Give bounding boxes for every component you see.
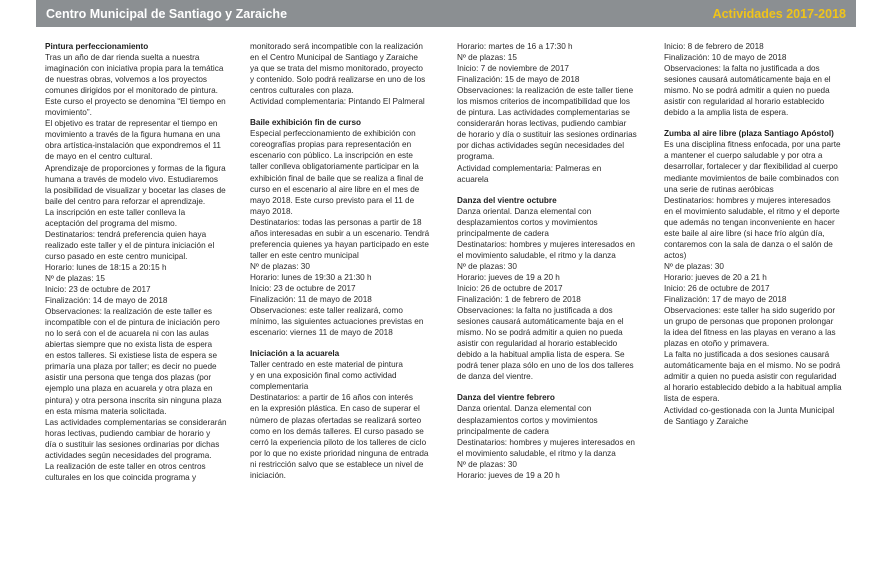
text-line: obra artística-instalación que expondremos el 11 — [45, 141, 221, 151]
text-line: escenario: viernes 11 de mayo de 2018 — [250, 328, 393, 338]
text-line: por dichas actividades según necesidades del — [457, 141, 625, 151]
text-line: Tras un año de dar rienda suelta a nuestra — [45, 53, 200, 63]
text-line: los mismos criterios de incompatibilidad que los — [457, 97, 630, 107]
text-line: de danza del vientre. — [457, 372, 534, 382]
text-line: debido a la habitual amplia lista de espera. Se — [457, 350, 625, 360]
text-line: Destinatarios: hombres y mujeres interesados en — [457, 239, 635, 249]
text-line: Nº de plazas: 30 — [457, 459, 517, 469]
text-line: curso en el escenario al aire libre en el mes de — [250, 184, 420, 194]
text-line: imaginación con iniciativa propia para la temática — [45, 64, 224, 74]
text-line: Especial perfeccionamiento de exhibición con — [250, 129, 416, 139]
text-line: Horario: jueves de 19 a 20 h — [457, 470, 560, 480]
text-line: principalmente de cadera — [457, 426, 549, 436]
text-line: Actividad co-gestionada con la Junta Municipal — [664, 405, 835, 415]
text-line: movimiento”. — [45, 108, 92, 118]
text-line: admitir a quien no pueda asistir con regularidad — [664, 372, 837, 382]
section-continuation — [664, 41, 860, 118]
section-body — [250, 359, 450, 481]
text-line: Destinatarios: tendrá preferencia quien haya — [45, 229, 207, 239]
text-line: Danza oriental. Danza elemental con — [457, 404, 592, 414]
text-line: El objetivo es tratar de representar el tiempo en — [45, 119, 218, 129]
text-line: curso pasado en este centro municipal. — [45, 251, 188, 261]
text-line: Danza oriental. Danza elemental con — [457, 206, 592, 216]
text-line: contaremos con la sala de danza o el salón de — [664, 239, 833, 249]
text-line: a mantener el cuerpo saludable y por otra a — [664, 151, 823, 161]
text-line: asistir con regularidad al horario establecido — [457, 339, 618, 349]
text-line: Observaciones: este taller ha sido sugerido por — [664, 306, 836, 316]
text-line: Aprendizaje de proporciones y formas de la figura — [45, 163, 226, 173]
text-line: Actividad complementaria: Pintando El Palmeral — [250, 97, 425, 107]
section-title: Baile exhibición fin de curso — [250, 118, 362, 128]
text-line: sesiones causará automáticamente baja en el — [664, 75, 831, 85]
text-line: día o sustituir las sesiones ordinarias por dichas — [45, 439, 220, 449]
section-iniciacion-acuarela — [250, 348, 450, 481]
section-danza-vientre-octubre — [457, 195, 657, 383]
text-line: Inicio: 8 de febrero de 2018 — [664, 42, 764, 51]
text-line: Observaciones: este taller realizará, como — [250, 306, 403, 316]
text-line: de horario y día o sustituir las sesiones ordinarias — [457, 130, 637, 140]
text-line: Horario: lunes de 19:30 a 21:30 h — [250, 272, 372, 282]
text-line: asistir con regularidad al horario establecido — [664, 97, 825, 107]
text-line: Horario: martes de 16 a 17:30 h — [457, 42, 573, 51]
text-line: Inicio: 26 de octubre de 2017 — [457, 283, 563, 293]
text-line: Destinatarios: hombres y mujeres interesados en — [457, 437, 635, 447]
text-line: mismo. No se podrá admitir a quien no pueda — [664, 86, 830, 96]
text-line: realizado este taller y el de pintura iniciación el — [45, 240, 215, 250]
text-line: número de plazas ofertadas se realizará sorteo — [250, 415, 422, 425]
text-line: incompatible con el de pintura de iniciación pero — [45, 318, 220, 328]
section-title: Danza del vientre febrero — [457, 393, 555, 403]
content-columns — [45, 41, 855, 562]
text-line: al horario establecido debido a la habitual amplia — [664, 383, 842, 393]
text-line: Nº de plazas: 15 — [457, 53, 517, 63]
text-line: acuarela — [457, 174, 489, 184]
text-line: escenario con público. La inscripción en este — [250, 151, 413, 161]
text-line: culturales en los que coincida programa y — [45, 472, 197, 482]
header-center-name: Centro Municipal de Santiago y Zaraiche — [46, 6, 288, 21]
text-line: horas lectivas, pudiendo cambiar de horario y — [45, 428, 211, 438]
section-body — [664, 41, 860, 118]
text-line: humana a través de modelo vivo. Estudiaremos — [45, 174, 218, 184]
text-line: Inicio: 23 de octubre de 2017 — [45, 285, 151, 295]
section-pintura-perfeccionamiento — [45, 41, 245, 483]
text-line: que además no tengan inconveniente en hacer — [664, 217, 835, 227]
text-line: Horario: jueves de 20 a 21 h — [664, 272, 767, 282]
text-line: considerarán horas lectivas, pudiendo cambiar — [457, 119, 627, 129]
text-line: Observaciones: la falta no justificada a dos — [457, 306, 613, 316]
text-line: Nº de plazas: 30 — [250, 261, 310, 271]
text-line: Finalización: 17 de mayo de 2018 — [664, 295, 787, 305]
text-line: actos) — [664, 250, 687, 260]
text-line: en estos talleres. Si existiese lista de espera se — [45, 351, 218, 361]
section-continuation — [250, 41, 450, 107]
text-line: Destinatarios: todas las personas a partir de 18 — [250, 217, 422, 227]
text-line: mediante movimientos de baile combinados con — [664, 173, 839, 183]
section-body — [250, 128, 450, 338]
text-line: el movimiento saludable, el ritmo y la danza — [457, 250, 616, 260]
text-line: exhibición final de baile que se realiza a final de — [250, 173, 424, 183]
text-line: Destinatarios: a partir de 16 años con interés — [250, 393, 413, 403]
text-line: La falta no justificada a dos sesiones causará — [664, 350, 830, 360]
text-line: Finalización: 14 de mayo de 2018 — [45, 296, 168, 306]
text-line: monitorado será incompatible con la realización — [250, 42, 423, 51]
text-line: abiertas siempre que no exista lista de espera — [45, 340, 213, 350]
text-line: ya que se trata del mismo monitorado, proyecto — [250, 64, 423, 74]
text-line: primaría una plaza por taller; es decir no puede — [45, 362, 217, 372]
text-line: desplazamientos cortos y movimientos — [457, 217, 598, 227]
text-line: asistir una persona que tenga dos plazas (por — [45, 373, 212, 383]
text-line: plazas en otoño y primavera. — [664, 339, 770, 349]
text-line: en la expresión plástica. En caso de superar el — [250, 404, 420, 414]
text-line: Nº de plazas: 15 — [45, 273, 105, 283]
section-danza-vientre-febrero — [457, 392, 657, 480]
text-line: no lo será con el de acuarela ni con las aulas — [45, 329, 209, 339]
text-line: automáticamente baja en el mismo. No se podrá — [664, 361, 841, 371]
text-line: baile del centro para reforzar el aprendizaje. — [45, 196, 206, 206]
text-line: podrá tener plaza sólo en uno de los dos talleres — [457, 361, 634, 371]
text-line: taller en este centro municipal — [250, 250, 359, 260]
text-line: debido a la amplia lista de espera. — [664, 108, 789, 118]
text-line: La inscripción en este taller conlleva la — [45, 207, 186, 217]
text-line: Observaciones: la falta no justificada a dos — [664, 64, 820, 74]
text-line: Finalización: 15 de mayo de 2018 — [457, 75, 580, 85]
text-line: la posibilidad de visualizar y bocetar las clases de — [45, 185, 226, 195]
text-line: desplazamientos cortos y movimientos — [457, 415, 598, 425]
text-line: centros culturales con plaza. — [250, 86, 354, 96]
text-line: Horario: lunes de 18:15 a 20:15 h — [45, 262, 167, 272]
section-title: Zumba al aire libre (plaza Santiago Apóstol) — [664, 129, 834, 139]
text-line: Observaciones: la realización de este taller es — [45, 307, 213, 317]
text-line: de Santiago y Zaraiche — [664, 416, 749, 426]
text-line: de nuestras obras, volvemos a los proyectos — [45, 75, 208, 85]
text-line: en esta misma materia solicitada. — [45, 406, 167, 416]
header-bar — [36, 0, 856, 27]
text-line: años interesadas en subir a un escenario. Tendrá — [250, 228, 430, 238]
header-season: Actividades 2017-2018 — [712, 6, 846, 21]
text-line: programa. — [457, 152, 495, 162]
text-line: Nº de plazas: 30 — [664, 261, 724, 271]
section-title: Danza del vientre octubre — [457, 195, 557, 205]
text-line: mínimo, las siguientes actuaciones previstas en — [250, 317, 424, 327]
text-line: ejemplo una plaza en acuarela y otra plaza en — [45, 384, 213, 394]
section-continuation — [457, 41, 657, 185]
text-line: preferencia quienes ya hayan participado en este — [250, 239, 429, 249]
column-4 — [664, 41, 860, 562]
text-line: este baile al aire libre (si hace frío algún día, — [664, 228, 825, 238]
text-line: una serie de rutinas aeróbicas — [664, 184, 774, 194]
text-line: Este curso el proyecto se denomina “El tiempo en — [45, 97, 226, 107]
text-line: por lo que no existe prioridad ninguna de entrada — [250, 448, 429, 458]
text-line: ni restricción salvo que se establece un nivel de — [250, 459, 424, 469]
text-line: Nº de plazas: 30 — [457, 261, 517, 271]
text-line: en el movimiento saludable, el ritmo y el deporte — [664, 206, 840, 216]
text-line: un grupo de personas que proponen prolongar — [664, 317, 834, 327]
text-line: y contenido. Solo podrá realizarse en uno de los — [250, 75, 426, 85]
text-line: desarrollar, fortalecer y dar flexibilidad al cuerpo — [664, 162, 838, 172]
text-line: Inicio: 7 de noviembre de 2017 — [457, 64, 569, 74]
column-3 — [457, 41, 657, 562]
section-body — [664, 139, 860, 426]
text-line: Inicio: 23 de octubre de 2017 — [250, 283, 356, 293]
text-line: taller conlleva obligatoriamente participar en la — [250, 162, 419, 172]
text-line: de mayo en el centro cultural. — [45, 152, 153, 162]
text-line: aceptación del programa del mismo. — [45, 218, 177, 228]
text-line: de pintura. Las actividades complementarias se — [457, 108, 630, 118]
text-line: iniciación. — [250, 470, 286, 480]
section-baile-exhibicion — [250, 117, 450, 338]
text-line: mayo 2018. — [250, 206, 293, 216]
section-body — [457, 41, 657, 185]
text-line: Las actividades complementarias se considerarán — [45, 417, 227, 427]
section-body — [457, 403, 657, 480]
text-line: como en los demás talleres. El curso pasado se — [250, 426, 424, 436]
text-line: y en una exposición final como actividad — [250, 371, 397, 381]
text-line: Finalización: 10 de mayo de 2018 — [664, 53, 787, 63]
text-line: coreografías propias para representación en — [250, 140, 412, 150]
text-line: mayo 2018. Este curso previsto para el 11 de — [250, 195, 415, 205]
text-line: la idea del fitness en las playas en verano a las — [664, 328, 836, 338]
text-line: en el Centro Municipal de Santiago y Zaraiche — [250, 53, 418, 63]
text-line: lista de espera. — [664, 394, 720, 404]
section-title: Pintura perfeccionamiento — [45, 42, 149, 51]
section-body — [457, 206, 657, 383]
text-line: Es una disciplina fitness enfocada, por una parte — [664, 140, 841, 150]
text-line: Inicio: 26 de octubre de 2017 — [664, 283, 770, 293]
text-line: comunes dirigidos por el monitorado de pintura. — [45, 86, 218, 96]
section-title: Iniciación a la acuarela — [250, 349, 340, 359]
section-body — [45, 52, 245, 483]
text-line: pintura) y otra persona inscrita sin ninguna plaza — [45, 395, 222, 405]
column-2 — [250, 41, 450, 562]
text-line: Observaciones: la realización de este taller tiene — [457, 86, 634, 96]
text-line: La realización de este taller en otros centros — [45, 461, 206, 471]
text-line: el movimiento saludable, el ritmo y la danza — [457, 448, 616, 458]
text-line: movimiento a través de la figura humana en una — [45, 130, 221, 140]
text-line: Actividad complementaria: Palmeras en — [457, 163, 602, 173]
text-line: actividades según necesidades del programa. — [45, 450, 212, 460]
text-line: Finalización: 1 de febrero de 2018 — [457, 295, 581, 305]
text-line: cerró la experiencia piloto de los talleres de ciclo — [250, 437, 427, 447]
text-line: principalmente de cadera — [457, 228, 549, 238]
text-line: sesiones causará automáticamente baja en el — [457, 317, 624, 327]
text-line: Destinatarios: hombres y mujeres interesados — [664, 195, 831, 205]
text-line: Finalización: 11 de mayo de 2018 — [250, 295, 372, 305]
column-1 — [45, 41, 245, 562]
text-line: mismo. No se podrá admitir a quien no pueda — [457, 328, 623, 338]
text-line: Taller centrado en este material de pintura — [250, 360, 403, 370]
text-line: Horario: jueves de 19 a 20 h — [457, 272, 560, 282]
section-body — [250, 41, 450, 107]
text-line: complementaria — [250, 382, 309, 392]
section-zumba-aire-libre — [664, 128, 860, 426]
